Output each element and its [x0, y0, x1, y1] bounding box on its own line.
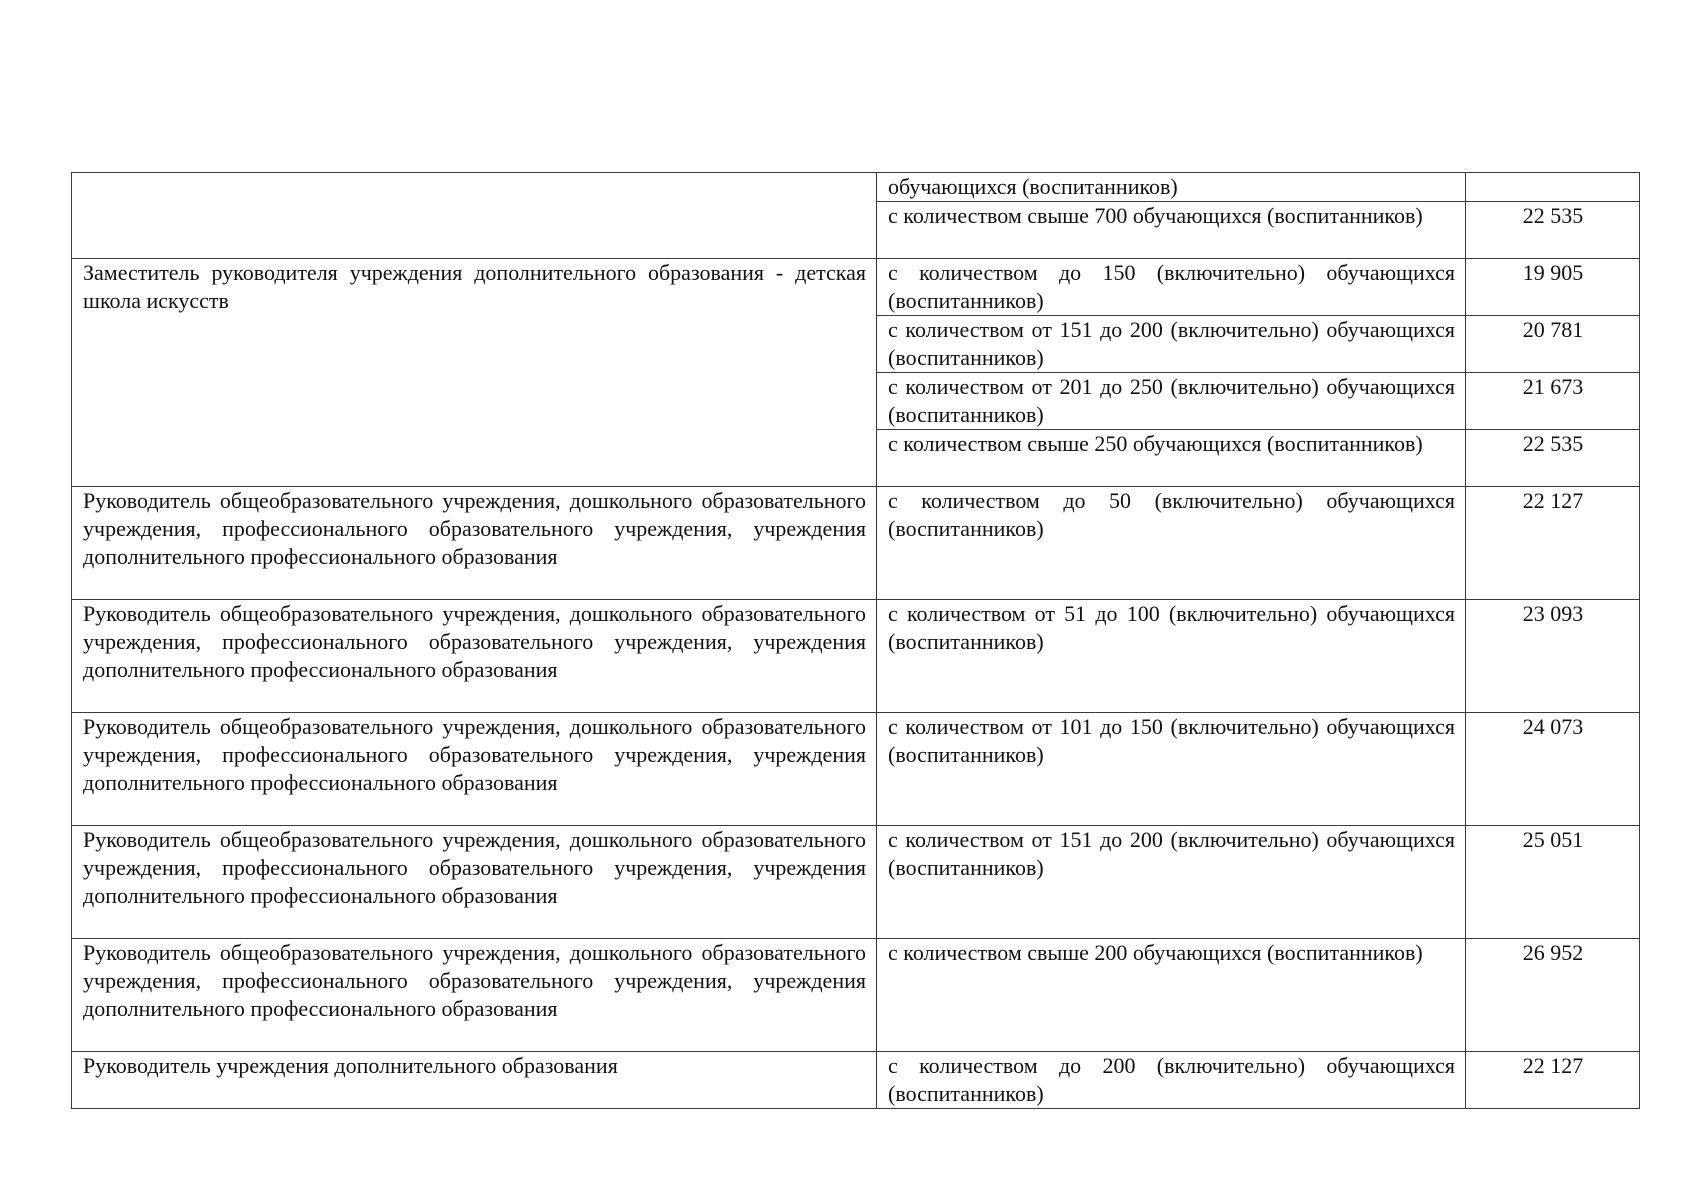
condition-cell: с количеством от 201 до 250 (включительно) обучающихся (воспитанников) — [877, 373, 1466, 430]
condition-cell: с количеством до 50 (включительно) обучающихся (воспитанников) — [877, 487, 1466, 600]
amount-cell: 22 127 — [1466, 487, 1640, 600]
table-row — [72, 173, 1640, 202]
position-cell — [72, 173, 877, 259]
condition-cell: с количеством от 101 до 150 (включительно) обучающихся (воспитанников) — [877, 713, 1466, 826]
condition-cell: с количеством от 151 до 200 (включительно) обучающихся (воспитанников) — [877, 826, 1466, 939]
position-cell: Руководитель общеобразовательного учреждения, дошкольного образовательного учреждения, профессионального образовательного учреждения, учреждения дополнительного профессионального образования — [72, 826, 877, 939]
salary-table — [71, 172, 1640, 1109]
condition-cell: с количеством свыше 250 обучающихся (воспитанников) — [877, 430, 1466, 487]
amount-cell: 26 952 — [1466, 939, 1640, 1052]
condition-cell: с количеством свыше 700 обучающихся (воспитанников) — [877, 202, 1466, 259]
table-row — [72, 259, 1640, 316]
condition-cell: с количеством от 151 до 200 (включительно) обучающихся (воспитанников) — [877, 316, 1466, 373]
table-row — [72, 713, 1640, 826]
amount-cell: 22 535 — [1466, 202, 1640, 259]
amount-cell: 20 781 — [1466, 316, 1640, 373]
position-cell: Руководитель общеобразовательного учреждения, дошкольного образовательного учреждения, профессионального образовательного учреждения, учреждения дополнительного профессионального образования — [72, 487, 877, 600]
amount-cell: 21 673 — [1466, 373, 1640, 430]
condition-cell: с количеством до 200 (включительно) обучающихся (воспитанников) — [877, 1052, 1466, 1109]
position-cell: Руководитель общеобразовательного учреждения, дошкольного образовательного учреждения, профессионального образовательного учреждения, учреждения дополнительного профессионального образования — [72, 600, 877, 713]
table-row — [72, 1052, 1640, 1109]
condition-cell: с количеством от 51 до 100 (включительно) обучающихся (воспитанников) — [877, 600, 1466, 713]
amount-cell: 22 127 — [1466, 1052, 1640, 1109]
condition-cell: обучающихся (воспитанников) — [877, 173, 1466, 202]
amount-cell: 24 073 — [1466, 713, 1640, 826]
condition-cell: с количеством свыше 200 обучающихся (воспитанников) — [877, 939, 1466, 1052]
amount-cell: 25 051 — [1466, 826, 1640, 939]
amount-cell: 23 093 — [1466, 600, 1640, 713]
table-row — [72, 487, 1640, 600]
table-row — [72, 826, 1640, 939]
position-cell: Руководитель общеобразовательного учреждения, дошкольного образовательного учреждения, профессионального образовательного учреждения, учреждения дополнительного профессионального образования — [72, 713, 877, 826]
condition-cell: с количеством до 150 (включительно) обучающихся (воспитанников) — [877, 259, 1466, 316]
position-cell: Руководитель учреждения дополнительного образования — [72, 1052, 877, 1109]
table-row — [72, 939, 1640, 1052]
position-cell: Руководитель общеобразовательного учреждения, дошкольного образовательного учреждения, профессионального образовательного учреждения, учреждения дополнительного профессионального образования — [72, 939, 877, 1052]
position-cell: Заместитель руководителя учреждения дополнительного образования - детская школа искусств — [72, 259, 877, 487]
amount-cell: 22 535 — [1466, 430, 1640, 487]
table-row — [72, 600, 1640, 713]
amount-cell: 19 905 — [1466, 259, 1640, 316]
amount-cell — [1466, 173, 1640, 202]
